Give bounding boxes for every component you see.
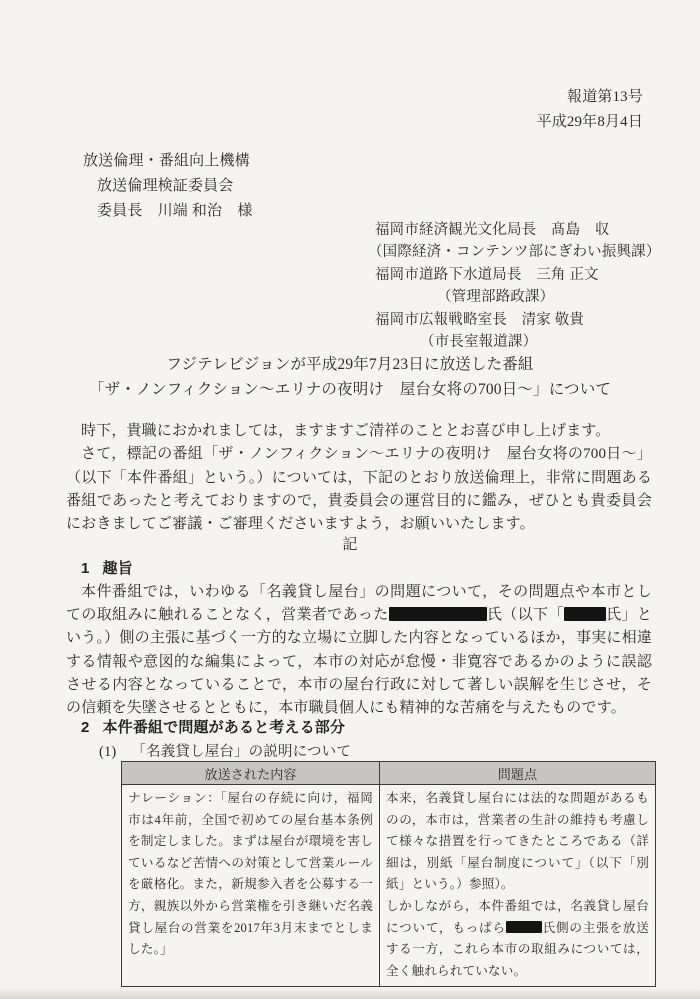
subsection1-heading (99, 740, 351, 761)
subsection1-number: (1) (99, 744, 117, 760)
table-row (122, 785, 656, 987)
section1-heading-label: 趣旨 (102, 560, 133, 577)
issues-cell (380, 785, 656, 987)
issues-paragraph2-text: しかしながら，本件番組では，名義貸し屋台について，もっぱら (386, 898, 649, 935)
redaction-box (389, 607, 487, 621)
redaction-box (506, 921, 542, 933)
section1-number: 1 (81, 560, 90, 577)
request-paragraph: さて，標記の番組「ザ・ノンフィクション～エリナの夜明け 屋台女将の700日～」（以下「本件番組」という。）については，下記のとおり放送倫理上，非常に問題ある番組であったと考えておりますので，貴委員会の運営目的に鑑み，ぜひとも貴委員会におきましてご審議・ご審理くださいますよう，お願いいたします。 (66, 446, 652, 533)
issues-paragraph2 (386, 896, 649, 982)
broadcast-content-cell (122, 785, 380, 987)
intro-paragraphs (66, 420, 652, 536)
section2-heading-label: 本件番組で問題があると考える部分 (102, 719, 346, 736)
section1-body (66, 581, 652, 720)
broadcast-content-text: ナレーション：「屋台の存続に向け，福岡市は4年前，全国で初めての屋台基本条例を制定しました。まずは屋台が環境を害しているなど苦情への対策として営業ルールを厳格化。また，新規参入者を公募する一方，親族以外から営業権を引き継いだ名義貸し屋台の営業を2017年3月末までとしました。」 (128, 791, 373, 957)
document-title (0, 352, 700, 402)
addressee-committee: 放送倫理検証委員会 (97, 178, 234, 194)
greeting-paragraph: 時下，貴職におかれましては，ますますご清祥のこととお喜び申し上げます。 (81, 423, 611, 439)
ki-mark: 記 (342, 537, 358, 553)
sender-line: （国際経済・コンテンツ部にぎわい振興課） (368, 244, 661, 261)
sender-line: 福岡市経済観光文化局長 髙島 収 (375, 222, 610, 238)
scan-edge-shadow (0, 988, 700, 999)
section1-body-text: 本件番組では，いわゆる「名義貸し屋台」の問題について，その問題点や本市としての取組みに触れることなく，営業者であった (66, 584, 652, 624)
issues-paragraph1: 本来，名義貸し屋台には法的な問題があるものの，本市は，営業者の生計の維持も考慮して様々な措置を行ってきたところである（詳細は，別紙「屋台制度について」（以下「別紙」という。）参照）。 (386, 791, 649, 892)
sender-line: 福岡市道路下水道局長 三角 正文 (375, 266, 599, 283)
sender-block (368, 219, 660, 353)
section1-body-text: 氏」という。）側の主張に基づく一方的な立場に立脚した内容となっているほか，事実に相違する情報や意図的な編集によって，本市の対応が怠慢・非寛容であるかのように誤認させる内容となっていることで，本市の屋台行政に対して著しい誤解を生じさせ，その信頼を失墜させるとともに，本市職員個人にも精神的な苦痛を与えたものです。 (66, 607, 653, 717)
section1-body-text: 氏（以下「 (486, 607, 564, 624)
sender-line: 福岡市広報戦略室長 清家 敬貴 (375, 311, 585, 328)
issue-comparison-table (121, 761, 656, 987)
section1-heading (81, 557, 133, 578)
document-title-line2: 「ザ・ノンフィクション～エリナの夜明け 屋台女将の700日～」について (88, 381, 612, 398)
addressee-chairperson: 委員長 川端 和治 様 (97, 203, 253, 219)
section2-number: 2 (81, 719, 90, 736)
section2-heading (81, 716, 345, 737)
sender-line: （管理部路政課） (437, 289, 555, 306)
sender-line: （市長室報道課） (420, 334, 538, 351)
addressee-block (83, 149, 253, 224)
document-number: 報道第13号 (567, 89, 643, 105)
table-header-row (122, 762, 656, 785)
issues-paragraph2-text: 氏側の主張を放送する一方，これら本市の取組みについては，全く触れられていない。 (386, 920, 650, 978)
table-header-broadcast-content: 放送された内容 (122, 762, 380, 785)
redaction-box (564, 607, 606, 621)
subsection1-heading-label: 「名義貸し屋台」の説明について (131, 744, 351, 760)
document-title-line1: フジテレビジョンが平成29年7月23日に放送した番組 (166, 356, 534, 373)
table-header-issues: 問題点 (380, 762, 656, 785)
addressee-organization: 放送倫理・番組向上機構 (83, 153, 250, 169)
document-date: 平成29年8月4日 (536, 114, 643, 130)
